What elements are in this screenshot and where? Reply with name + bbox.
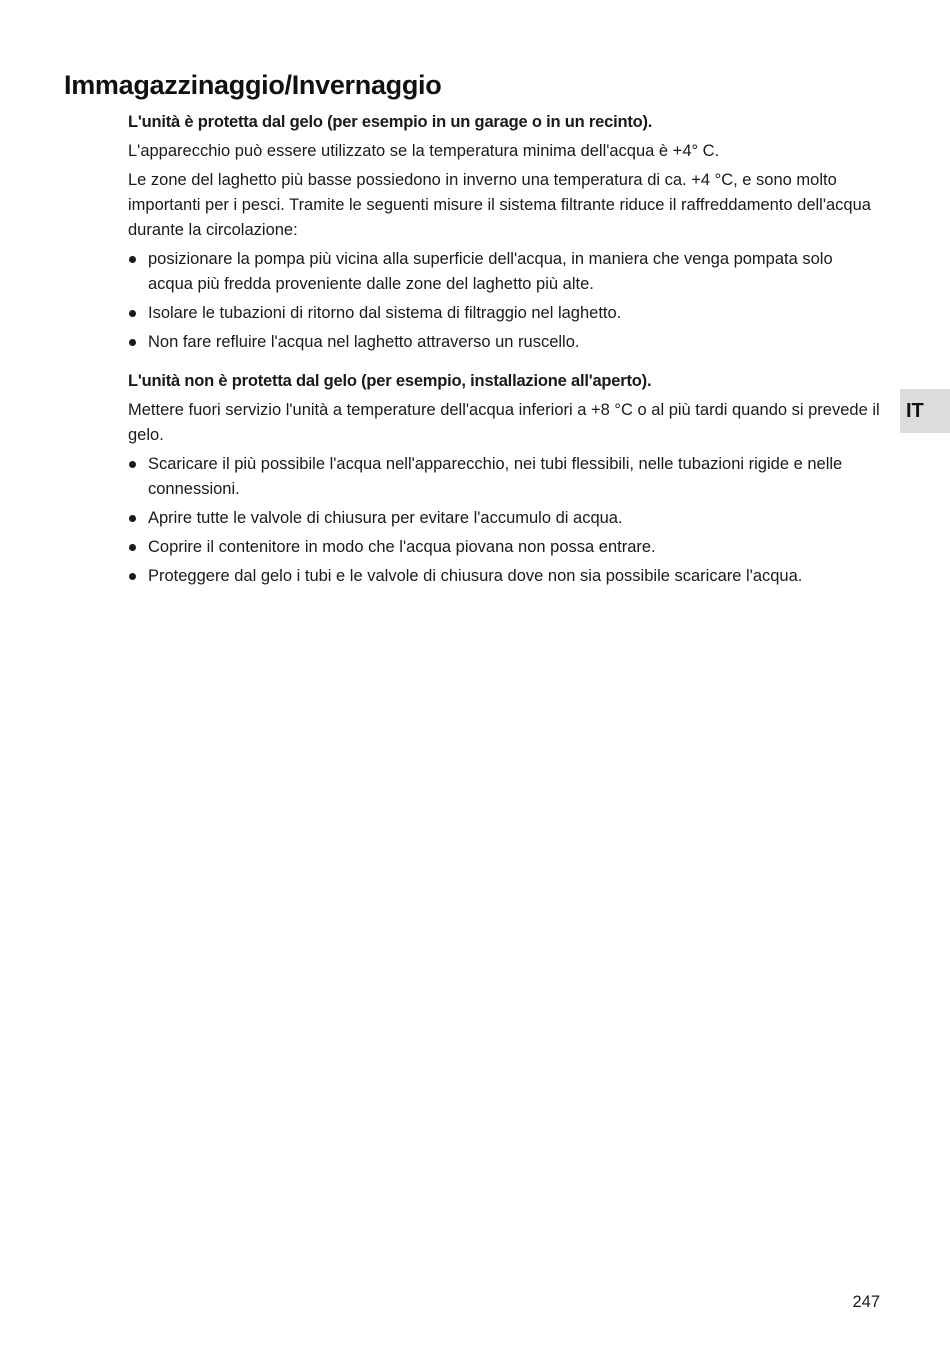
list-item-text: Aprire tutte le valvole di chiusura per evitare l'accumulo di acqua. bbox=[148, 509, 623, 527]
list-item bbox=[128, 452, 880, 502]
paragraph: Le zone del laghetto più basse possiedono in inverno una temperatura di ca. +4 °C, e sono molto importanti per i pesci. Tramite le seguenti misure il sistema filtrante riduce il raffreddamento dell'acqua durante la circolazione: bbox=[128, 171, 871, 239]
bullet-icon bbox=[129, 310, 136, 317]
page-title: Immagazzinaggio/Invernaggio bbox=[64, 70, 442, 100]
list-item bbox=[128, 247, 880, 297]
list-item-text: Isolare le tubazioni di ritorno dal sistema di filtraggio nel laghetto. bbox=[148, 304, 622, 322]
list-item-text: Non fare refluire l'acqua nel laghetto attraverso un ruscello. bbox=[148, 333, 580, 351]
list-item bbox=[128, 301, 880, 326]
section-heading: L'unità è protetta dal gelo (per esempio in un garage o in un recinto). bbox=[128, 113, 653, 131]
list-item bbox=[128, 330, 880, 355]
bullet-list bbox=[128, 247, 880, 355]
list-item bbox=[128, 564, 880, 589]
language-tab: IT bbox=[900, 389, 950, 433]
page-number: 247 bbox=[852, 1293, 880, 1311]
list-item bbox=[128, 506, 880, 531]
paragraph: Mettere fuori servizio l'unità a temperature dell'acqua inferiori a +8 °C o al più tardi quando si prevede il gelo. bbox=[128, 401, 880, 444]
paragraph: L'apparecchio può essere utilizzato se la temperatura minima dell'acqua è +4° C. bbox=[128, 142, 720, 160]
bullet-list bbox=[128, 452, 880, 589]
list-item-text: Scaricare il più possibile l'acqua nell'apparecchio, nei tubi flessibili, nelle tubazioni rigide e nelle connessioni. bbox=[148, 455, 843, 498]
main-content bbox=[128, 110, 880, 593]
bullet-icon bbox=[129, 515, 136, 522]
section-heading: L'unità non è protetta dal gelo (per esempio, installazione all'aperto). bbox=[128, 372, 652, 390]
bullet-icon bbox=[129, 544, 136, 551]
section-not-frost-protected bbox=[128, 369, 880, 589]
list-item bbox=[128, 535, 880, 560]
bullet-icon bbox=[129, 461, 136, 468]
list-item-text: Coprire il contenitore in modo che l'acqua piovana non possa entrare. bbox=[148, 538, 656, 556]
bullet-icon bbox=[129, 256, 136, 263]
bullet-icon bbox=[129, 339, 136, 346]
bullet-icon bbox=[129, 573, 136, 580]
list-item-text: Proteggere dal gelo i tubi e le valvole di chiusura dove non sia possibile scaricare l'acqua. bbox=[148, 567, 803, 585]
section-frost-protected bbox=[128, 110, 880, 355]
list-item-text: posizionare la pompa più vicina alla superficie dell'acqua, in maniera che venga pompata solo acqua più fredda proveniente dalle zone del laghetto più alte. bbox=[148, 250, 833, 293]
